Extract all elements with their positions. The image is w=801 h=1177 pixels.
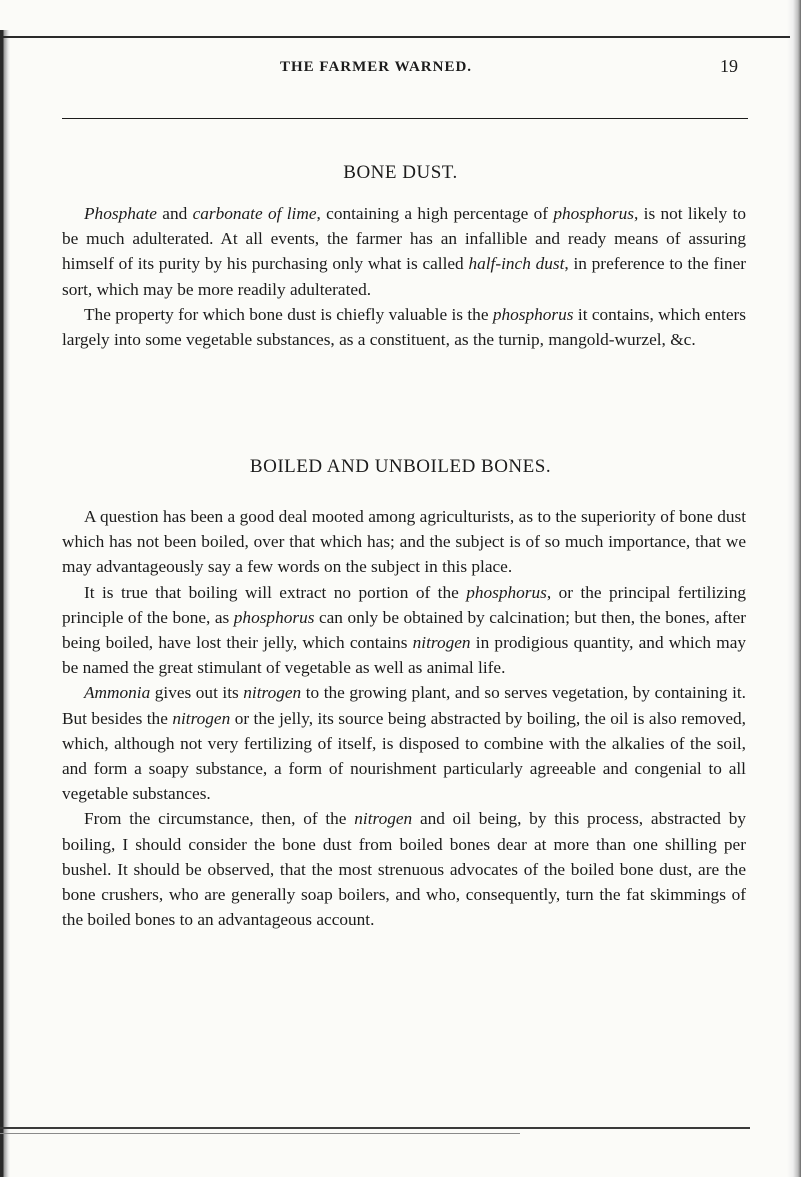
section-title-boiled-bones: BOILED AND UNBOILED BONES. (249, 456, 552, 477)
bottom-border-rule (0, 1127, 750, 1129)
italic-term: nitrogen (172, 708, 231, 728)
italic-term: half-inch dust (468, 254, 565, 274)
text-run: gives out its (150, 683, 244, 703)
italic-term: phosphorus (233, 607, 315, 627)
section-body-boiled-bones (62, 504, 746, 932)
italic-term: Phosphate (84, 204, 157, 223)
italic-term: Ammonia (84, 683, 151, 703)
italic-term: nitrogen (412, 633, 471, 653)
bottom-border-rule-secondary (0, 1133, 520, 1134)
paragraph (62, 580, 746, 681)
text-run: and oil being, by this process, abstracted by boiling, I should consider the bone dust from boiled bones dear at more than one shilling per bushel. It should be observed, that the most strenuous advocates of the boiled bone dust, are the bone crushers, who are generally soap boilers, and who, consequently, turn the fat skimmings of the boiled bones to an advantageous account. (62, 809, 746, 930)
text-run: , containing a high percentage of (316, 204, 554, 223)
italic-term: phosphorus (466, 582, 547, 602)
top-border-rule (0, 36, 790, 38)
text-run: , or the principal fertilizing principle of the bone, as (62, 582, 746, 627)
paragraph (62, 504, 746, 580)
paragraph (62, 201, 746, 302)
italic-term: phosphorus (492, 304, 574, 324)
section-body-bone-dust (62, 201, 746, 352)
italic-term: phosphorus (553, 204, 634, 223)
page-number: 19 (720, 56, 738, 76)
text-run: it contains, which enters largely into some vegetable substances, as a constituent, as the turnip, mangold-wurzel, &c. (62, 304, 746, 350)
page-header (58, 54, 748, 88)
header-rule (62, 118, 748, 119)
text-run: to the growing plant, and so serves vegetation, by containing it. But besides the (62, 683, 746, 728)
text-run: in prodigious quantity, and which may be named the great stimulant of vegetable as well as animal life. (62, 633, 747, 678)
text-run: , is not likely to be much adulterated. At all events, the farmer has an infallible and ready means of assuring himself of its purity by his purchasing only what is called (62, 204, 747, 274)
text-run: , in preference to the finer sort, which may be more readily adulterated. (62, 254, 746, 299)
section-title-bone-dust: BONE DUST. (343, 162, 458, 183)
italic-term: nitrogen (354, 809, 413, 829)
text-run: can only be obtained by calcination; but then, the bones, after being boiled, have lost their jelly, which contains (62, 607, 746, 653)
page-left-edge (0, 30, 10, 1177)
running-title: THE FARMER WARNED. (280, 59, 473, 75)
italic-term: nitrogen (243, 683, 302, 703)
text-run: or the jelly, its source being abstracted by boiling, the oil is also removed, which, although not very fertilizing of itself, is disposed to combine with the alkalies of the soil, and form a soapy substance, a form of nourishment particularly agreeable and congenial to all vegetable substances. (62, 708, 746, 804)
paragraph (62, 806, 746, 932)
text-run: The property for which bone dust is chiefly valuable is the (84, 304, 493, 324)
paragraph (62, 302, 746, 352)
paragraph (62, 680, 746, 806)
text-run: A question has been a good deal mooted among agriculturists, as to the superiority of bone dust which has not been boiled, over that which has; and the subject is of so much importance, that we may advantageously say a few words on the subject in this place. (62, 507, 746, 577)
text-run: and (156, 204, 193, 223)
italic-term: carbonate of lime (192, 204, 317, 223)
text-run: From the circumstance, then, of the (84, 809, 355, 829)
text-run: It is true that boiling will extract no portion of the (84, 582, 467, 602)
